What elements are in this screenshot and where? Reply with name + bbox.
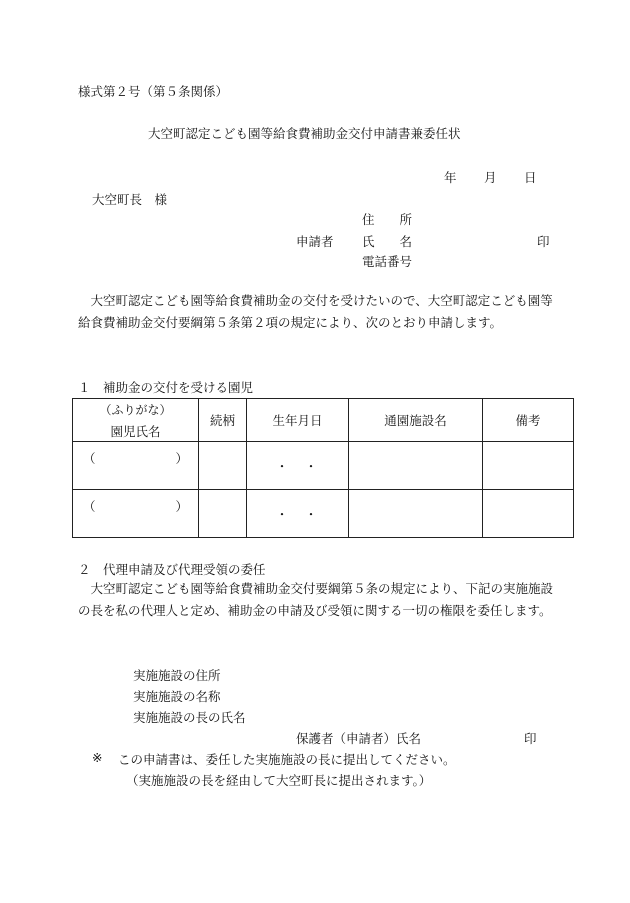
remarks-cell[interactable]: [483, 490, 574, 538]
facility-cell[interactable]: [349, 490, 483, 538]
child-name-cell[interactable]: [73, 442, 199, 490]
facility-address-label: 実施施設の住所: [133, 668, 221, 683]
note-line-2: （実施施設の長を経由して大空町長に提出されます。）: [126, 773, 432, 788]
header-relation: 続柄: [199, 399, 247, 442]
child-name-cell[interactable]: [73, 490, 199, 538]
paren-open: （: [83, 498, 96, 514]
applicant-address-label: 住 所: [362, 212, 413, 227]
form-number: 様式第２号（第５条関係）: [78, 84, 229, 99]
guardian-seal: 印: [524, 731, 537, 746]
header-facility: 通園施設名: [349, 399, 483, 442]
birthdate-cell[interactable]: [247, 442, 349, 490]
applicant-seal: 印: [537, 234, 550, 249]
header-child-name: [73, 399, 199, 442]
facility-name-label: 実施施設の名称: [133, 689, 221, 704]
guardian-name-label: 保護者（申請者）氏名: [296, 731, 422, 746]
intro-paragraph: 大空町認定こども園等給食費補助金の交付を受けたいので、大空町認定こども園等給食費補助金交付要綱第５条第２項の規定により、次のとおり申請します。: [78, 293, 553, 330]
applicant-phone-label: 電話番号: [362, 254, 413, 269]
remarks-cell[interactable]: [483, 442, 574, 490]
children-table: [72, 398, 574, 538]
section2-paragraph: 大空町認定こども園等給食費補助金交付要綱第５条の規定により、下記の実施施設の長を私の代理人と定め、補助金の申請及び受領に関する一切の権限を委任します。: [78, 581, 554, 618]
header-remarks: 備考: [483, 399, 574, 442]
paren-close: ）: [175, 450, 188, 466]
facility-head-label: 実施施設の長の氏名: [133, 710, 246, 725]
applicant-name-label: 氏 名: [362, 234, 413, 249]
date-day: 日: [524, 170, 537, 185]
header-birthdate: 生年月日: [247, 399, 349, 442]
paren-open: （: [83, 450, 96, 466]
header-child-name-label: 園児氏名: [110, 423, 161, 439]
section1-heading: １ 補助金の交付を受ける園児: [78, 380, 254, 395]
table-row: [73, 442, 574, 490]
table-row: [73, 490, 574, 538]
section2-heading: ２ 代理申請及び代理受領の委任: [78, 562, 266, 577]
note-mark: ※: [92, 750, 103, 765]
date-dots: ・ ・: [275, 506, 320, 522]
document-title: 大空町認定こども園等給食費補助金交付申請書兼委任状: [148, 126, 461, 141]
birthdate-cell[interactable]: [247, 490, 349, 538]
header-furigana: （ふりがな）: [99, 402, 172, 417]
relation-cell[interactable]: [199, 490, 247, 538]
applicant-label: 申請者: [296, 234, 334, 249]
date-year: 年: [444, 170, 457, 185]
date-dots: ・ ・: [275, 458, 320, 474]
addressee: 大空町長 様: [92, 192, 168, 207]
paren-close: ）: [175, 498, 188, 514]
date-month: 月: [484, 170, 497, 185]
facility-cell[interactable]: [349, 442, 483, 490]
note-line-1: この申請書は、委任した実施施設の長に提出してください。: [118, 752, 456, 767]
relation-cell[interactable]: [199, 442, 247, 490]
